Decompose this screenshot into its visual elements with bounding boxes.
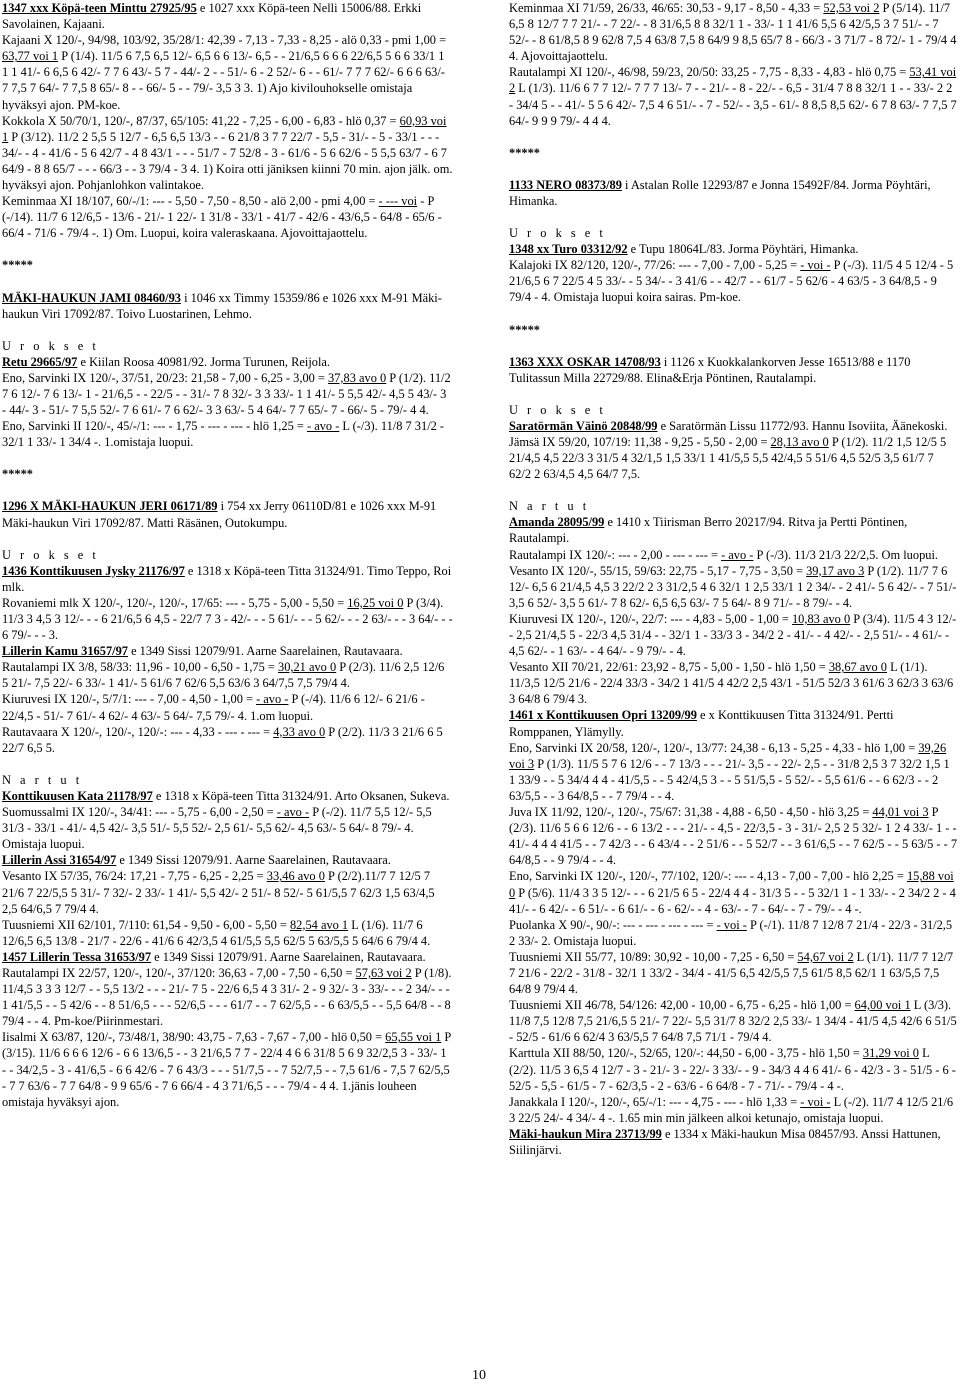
- separator: *****: [509, 145, 540, 160]
- result-text: Kokkola X 50/70/1, 120/-, 87/37, 65/105: 41,22 - 7,25 - 6,00 - 6,83 - hlö 0,37 = 60,93 voi 1 P (3/12). 11/2 2 5,5 5 12/7 - 6,5 6,5 13/3 - - 6 21/8 3 7 7 22/7 - 5,5 - 31/- - 5 - 33/1 - - - 34/- - 4 - 41/6 - 5 6 42/7 - 4 8 43/1 - - - 51/7 - 7 52/8 - 3 - 61/6 - 5 6 62/6 - 5 5,5 63/7 - 6 7 64/9 - 8 8 65/7 - - - 66/3 - - 3 79/4 - 3 4. 1) Koira otti jäniksen kiinni 70 min. ajon jälk. om. hyväksyi ajon. Pohjanlohkon valintakoe.: [2, 113, 453, 193]
- offspring-header: Konttikuusen Kata 21178/97 e 1318 x Köpä-teen Titta 31324/91. Arto Oksanen, Sukeva.: [2, 788, 450, 803]
- right-column: [509, 0, 958, 1158]
- entry-header: 1363 XXX OSKAR 14708/93 i 1126 x Kuokkalankorven Jesse 16513/88 e 1170 Tulitassun Milla 22729/88. Elina&Erja Pöntinen, Rautalampi.: [509, 354, 911, 385]
- result-text: Eno, Sarvinki IX 120/-, 37/51, 20/23: 21,58 - 7,00 - 6,25 - 3,00 = 37,83 avo 0 P (1/2). 11/2 7 6 12/- 7 6 13/- 1 - 21/6,5 - - 22/5 - - 31/- 7 8 32/- 3 3 33/- 1 1 41/- 5 5,5 42/- 4,5 5 43/- 3 - 44/- 3 - 51/- 7 5,5 52/- 7 6 61/- 7 6 62/- 3 3 63/- 5 4 64/- 7 7 65/- 7 - 66/- 5 - 79/- 4 4.: [2, 370, 451, 418]
- result-text: Keminmaa XI 18/107, 60/-/1: --- - 5,50 - 7,50 - 8,50 - alö 2,00 - pmi 4,00 = - --- voi - P (-/14). 11/7 6 12/6,5 - 13/6 - 21/- 1 22/- 1 31/8 - 33/1 - 41/7 - 42/6 - 43/6,5 - 64/8 - 65/6 - 66/4 - 71/6 - 79/4 -. 1) Om. Luopui, koira valeraskaana. Ajovoittajaottelu.: [2, 194, 442, 241]
- result-text: Keminmaa XI 71/59, 26/33, 46/65: 30,53 - 9,17 - 8,50 - 4,33 = 52,53 voi 2 P (5/14). 11/7 6,5 8 12/7 7 7 21/- - 7 22/- - 8 31/6,5 8 8 32/1 1 - 33/- 1 1 41/6 5,5 6 42/5,5 3 7 51/- - 7 52/- - 8 61/8,5 8 9 62/8 7,5 4 63/8 7,5 8 64/9 9 8,5 65/7 8 - 66/3 - 3 71/7 - 8 72/- 1 - 79/4 4 4. Ajovoittajaottelu.: [509, 1, 957, 64]
- result-text: Janakkala I 120/-, 120/-, 65/-/1: --- - 4,75 - --- - hlö 1,33 = - voi - L (-/2). 11/7 4 12/5 21/6 3 22/5 24/- 4 34/- 4 -. 1.65 min min jälkeen alkoi ketunajo, omistaja luopui.: [509, 1094, 954, 1125]
- result-text: Rautalampi IX 120/-: --- - 2,00 - --- - --- = - avo - P (-/3). 11/3 21/3 22/2,5. Om luopui.: [509, 547, 939, 562]
- result-text: Kalajoki IX 82/120, 120/-, 77/26: --- - 7,00 - 7,00 - 5,25 = - voi - P (-/3). 11/5 4 5 12/4 - 5 21/6,5 6 7 22/5 4 5 33/- - 5 34/- - 3 41/6 - - 42/7 - - 61/7 - 5 62/6 - 4 63/5 - 3 64/8,5 - 9 79/4 - 4. Omistaja luopui koira sairas. Pm-koe.: [509, 258, 954, 305]
- offspring-header: 1457 Lillerin Tessa 31653/97 e 1349 Sissi 12079/91. Aarne Saarelainen, Rautavaara.: [2, 949, 426, 964]
- offspring-header: 1348 xx Turo 03312/92 e Tupu 18064L/83. Jorma Pöyhtäri, Himanka.: [509, 242, 859, 257]
- dog-name: 1347 xxx Köpä-teen Minttu 27925/95: [2, 1, 197, 15]
- offspring-header: Lillerin Assi 31654/97 e 1349 Sissi 12079/91. Aarne Saarelainen, Rautavaara.: [2, 853, 391, 868]
- result-text: Vesanto IX 120/-, 55/15, 59/63: 22,75 - 5,17 - 7,75 - 3,50 = 39,17 avo 3 P (1/2). 11/7 7 6 12/- 6,5 6 21/4,5 4,5 3 22/2 2 3 31/2,5 4 6 32/1 1 2,5 33/1 1 2 34/- - 2 41/- 5 6 42/- - 7 51/- 3,5 6 52/- 3,5 5 61/- 7 8 62/- 6,5 6,5 63/- 7 5 64/- 8 9 71/- - 8 79/- - 4.: [509, 563, 957, 610]
- section-heading: U r o k s e t: [2, 547, 99, 562]
- result-text: Karttula XII 88/50, 120/-, 52/65, 120/-: 44,50 - 6,00 - 3,75 - hlö 1,50 = 31,29 voi 0 L (2/2). 11/5 3 6,5 4 12/7 - 3 - 21/- 3 - 22/- 3 33/- - 9 - 34/3 4 4 6 41/- 6 - 42/3 - 3 - 51/5 - 6 - 52/5 - 5,5 - 61/5 - 7 - 62/3,5 - 2 - 63/6 - 6 64/8 - 7 - 71/- - 79/4 - 4 -.: [509, 1046, 956, 1093]
- separator: *****: [509, 322, 540, 337]
- result-text: Rautavaara X 120/-, 120/-, 120/-: --- - 4,33 - --- - --- = 4,33 avo 0 P (2/2). 11/3 3 21/6 6 5 22/7 6,5 5.: [2, 724, 443, 755]
- result-text: Vesanto XII 70/21, 22/61: 23,92 - 8,75 - 5,00 - 1,50 - hlö 1,50 = 38,67 avo 0 L (1/1). 11/3,5 12/5 21/6 - 22/4 33/3 - 34/2 1 41/5 4 42/2 2,5 43/1 - 51/5 52/3 3 61/6 3 62/3 3 63/6 3 64/8 6 79/4 3.: [509, 660, 954, 707]
- result-text: Jämsä IX 59/20, 107/19: 11,38 - 9,25 - 5,50 - 2,00 = 28,13 avo 0 P (1/2). 11/2 1,5 12/5 5 21/4,5 4,5 22/3 3 31/5 4 32/1,5 1,5 33/1 1 41/5,5 5,5 42/4,5 5 51/6 4,5 52/5 3,5 61/7 7 62/2 2 63/4,5 4,5 64/7 7,5.: [509, 434, 947, 482]
- result-text: Eno, Sarvinki IX 20/58, 120/-, 120/-, 13/77: 24,38 - 6,13 - 5,25 - 4,33 - hlö 1,00 = 39,26 voi 3 P (1/3). 11/5 5 7 6 12/6 - - 7 13/3 - - - 21/- 3,5 - - 22/- 2,5 - - 31/8 2,5 3 7 32/2 1,5 1 1 33/9 - - 5 34/4 4 4 - 41/5,5 - - 5 42/4,5 3 - - 5 51/5,5 - 5 52/- - 5,5 61/6 - - 6 62/3 - - 2 63/5,5 - - 3 64/8,5 - - 7 79/4 - - 4.: [509, 740, 950, 803]
- entry-header: 1133 NERO 08373/89 i Astalan Rolle 12293/87 e Jonna 15492F/84. Jorma Pöyhtäri, Himanka.: [509, 177, 931, 208]
- section-heading: U r o k s e t: [2, 338, 99, 353]
- section-heading: U r o k s e t: [509, 402, 606, 417]
- left-column: [2, 0, 453, 1110]
- result-text: Kajaani X 120/-, 94/98, 103/92, 35/28/1: 42,39 - 7,13 - 7,33 - 8,25 - alö 0,33 - pmi 1,00 = 63,77 voi 1 P (1/4). 11/5 6 7,5 6,5 12/- 6,5 6 6 13/- 6,5 - - 21/6,5 6 6 6 22/6,5 5 6 6 33/1 1 1 1 41/- 6 6,5 6 42/- 7 7 6 43/- 5 7 - 44/- 2 - - 51/- 6 - 2 52/- 6 - - 61/- 7 7 7 62/- 6 6 6 63/- 7 7,5 7 64/- 7 7,5 8 65/- 8 - - 66/- 5 - - 79/- 3,5 3 3. 1) Ajo kivilouhokselle omistaja hyväksyi ajon. PM-koe.: [2, 33, 447, 112]
- offspring-header: Saratörmän Väinö 20848/99 e Saratörmän Lissu 11772/93. Hannu Isoviita, Äänekoski.: [509, 418, 948, 433]
- result-text: Tuusniemi XII 46/78, 54/126: 42,00 - 10,00 - 6,75 - 6,25 - hlö 1,00 = 64,00 voi 1 L (3/3). 11/8 7,5 12/8 7,5 21/6,5 5 21/- 7 22/- 5,5 31/7 8 32/2 2,5 33/- 1 34/4 - 41/5 4,5 42/6 6 51/5 - 52/5 - 61/6 6 62/4 3 63/5,5 7 64/8 7,5 71/1 - 79/4 4.: [509, 998, 957, 1045]
- result-text: Eno, Sarvinki IX 120/-, 120/-, 77/102, 120/-: --- - 4,13 - 7,00 - 7,00 - hlö 2,25 = 15,88 voi 0 P (5/6). 11/4 3 3 5 12/- - - 6 21/5 6 5 - 22/4 4 4 - 31/3 5 - - 5 32/1 1 - 1 33/- - 2 34/2 2 - 4 41/- - 6 42/- - 6 51/- - 6 61/- - 6 - 62/- - 4 - 63/- - 7 - 64/- - 7 - 79/- - 4 -.: [509, 869, 956, 916]
- page-number: 10: [472, 1368, 486, 1383]
- result-text: Juva IX 11/92, 120/-, 120/-, 75/67: 31,38 - 4,88 - 6,50 - 4,50 - hlö 3,25 = 44,01 voi 3 P (2/3). 11/6 5 6 6 12/6 - - 6 13/2 - - - 21/- - 4,5 - 22/3,5 - 3 - 31/- 2,5 2 5 32/- 1 2 4 33/- 1 - - 41/- 4 4 4 41/5 - - 7 42/3 - - 6 43/4 - - 2 51/6 - - 5 52/7 - - 3 61/6,5 - - 7 62/5 - - 5 63/5 - - 7 64/8,5 - - 9 79/4 - - 4.: [509, 805, 958, 868]
- offspring-header: Retu 29665/97 e Kiilan Roosa 40981/92. Jorma Turunen, Reijola.: [2, 354, 330, 369]
- result-text: Tuusniemi XII 62/101, 7/110: 61,54 - 9,50 - 6,00 - 5,50 = 82,54 avo 1 L (1/6). 11/7 6 12/6,5 6,5 13/8 - 21/7 - 22/6 - 41/6 6 42/3,5 4 61/5,5 5,5 62/5 5 63/5,5 5 64/6 6 79/4 4.: [2, 917, 431, 948]
- result-text: Puolanka X 90/-, 90/-: --- - --- - --- - --- = - voi - P (-/1). 11/8 7 12/8 7 21/4 - 22/3 - 31/2,5 2 33/- 2. Omistaja luopui.: [509, 917, 953, 948]
- result-text: Suomussalmi IX 120/-, 34/41: --- - 5,75 - 6,00 - 2,50 = - avo - P (-/2). 11/7 5,5 12/- 5,5 31/3 - 33/1 - 41/- 4,5 42/- 3,5 51/- 5,5 52/- 2,5 61/- 5,5 62/- 4,5 63/- 5 64/- 8 79/- 4. Omistaja luopui.: [2, 805, 432, 852]
- offspring-header: Amanda 28095/99 e 1410 x Tiirisman Berro 20217/94. Ritva ja Pertti Pöntinen, Rautalampi.: [509, 515, 908, 546]
- separator: *****: [2, 258, 33, 273]
- dog-name: 1133 NERO 08373/89: [509, 177, 622, 192]
- result-text: Rovaniemi mlk X 120/-, 120/-, 120/-, 17/65: --- - 5,75 - 5,00 - 5,50 = 16,25 voi 0 P (3/4). 11/3 3 4,5 3 12/- - - 6 21/6,5 6 4,5 - 22/7 7 3 - 42/- - - 5 61/- - - 5 62/- - - 2 63/- - - 3 64/- - - 6 79/- - - 3.: [2, 595, 453, 643]
- dog-name: 1363 XXX OSKAR 14708/93: [509, 354, 661, 369]
- result-text: Tuusniemi XII 55/77, 10/89: 30,92 - 10,00 - 7,25 - 6,50 = 54,67 voi 2 L (1/1). 11/7 7 12/7 7 21/6 - 22/2 - 31/8 - 32/1 1 33/2 - 34/4 - 41/5 6,5 42/5,5 7,5 61/5 8,5 62/1 1 63/5,5 7,5 64/8 9 79/4 4.: [509, 949, 954, 997]
- dog-name: 1296 X MÄKI-HAUKUN JERI 06171/89: [2, 499, 218, 514]
- result-text: Iisalmi X 63/87, 120/-, 73/48/1, 38/90: 43,75 - 7,63 - 7,67 - 7,00 - hlö 0,50 = 65,55 voi 1 P (3/15). 11/6 6 6 6 12/6 - 6 6 13/6,5 - - 3 21/6,5 7 7 - 22/4 4 6 6 31/8 5 6 9 32/2,5 3 - 33/- 1 - - 34/2,5 - 3 - 41/6,5 - 6 6 42/6 - 7 6 43/3 - - - 51/7,5 - - 7 52/7,5 - - 7,5 61/6 - 7,5 7 62/5,5 - 7 7 63/6 - 7 7 64/8 - 9 9 65/6 - 7 6 66/4 - 4 3 71/6,5 - - - 79/4 - 4 4. 1.jänis louheen omistaja hyväksyi ajon.: [2, 1030, 451, 1109]
- result-text: Vesanto IX 57/35, 76/24: 17,21 - 7,75 - 6,25 - 2,25 = 33,46 avo 0 P (2/2).11/7 7 12/5 7 21/6 7 22/5,5 5 31/- 7 32/- 2 33/- 1 41/- 5,5 42/- 2 51/- 8 52/- 5 61/5,5 7 62/3 1,5 63/4,5 2,5 64/6,5 7 79/4 4.: [2, 869, 435, 916]
- result-text: Eno, Sarvinki II 120/-, 45/-/1: --- - 1,75 - --- - --- - hlö 1,25 = - avo - L (-/3). 11/8 7 31/2 - 32/1 1 33/- 1 34/4 -. 1.omistaja luopui.: [2, 419, 445, 450]
- result-text: Rautalampi IX 3/8, 58/33: 11,96 - 10,00 - 6,50 - 1,75 = 30,21 avo 0 P (2/3). 11/6 2,5 12/6 5 21/- 7,5 22/- 6 33/- 1 41/- 5 61/6 7 62/6 5,5 63/6 3 64/7,5 7,5 79/4 4.: [2, 660, 445, 691]
- dog-name: MÄKI-HAUKUN JAMI 08460/93: [2, 290, 181, 305]
- result-text: Rautalampi IX 22/57, 120/-, 120/-, 37/120: 36,63 - 7,00 - 7,50 - 6,50 = 57,63 voi 2 P (1/8). 11/4,5 3 3 3 12/7 - - 5,5 13/2 - - - 21/- 7 5 - 22/6 6,5 4 3 31/- 2 - 9 32/- 3 - 33/- - - 2 34/- - - 1 41/5,5 - - 5 42/6 - - 8 51/6,5 - - - 52/6,5 - - - 61/7 - - 7 62/5,5 - - 6 63/5,5 - - 5,5 64/8 - - 8 79/4 - - 4. Pm-koe/Piirinmestari.: [2, 965, 452, 1029]
- offspring-header: 1436 Konttikuusen Jysky 21176/97 e 1318 x Köpä-teen Titta 31324/91. Timo Teppo, Roi mlk.: [2, 563, 452, 594]
- result-text: Rautalampi XI 120/-, 46/98, 59/23, 20/50: 33,25 - 7,75 - 8,33 - 4,83 - hlö 0,75 = 53,41 voi 2 L (1/3). 11/6 6 7 7 12/- 7 7 7 13/- 7 - - 21/- - 8 - 22/- - 6,5 - 31/4 7 8 8 32/1 1 - - 33/- 2 2 - 34/4 5 - - 41/- 5 5 6 42/- 7,5 4 6 51/- - 7 - 52/- - 3,5 - 61/- 8 8,5 8,5 62/- 6 7 8 63/- 7 7,5 7 64/- 9 9 9 79/- 4 4 4.: [509, 65, 957, 128]
- offspring-header: Lillerin Kamu 31657/97 e 1349 Sissi 12079/91. Aarne Saarelainen, Rautavaara.: [2, 644, 403, 659]
- offspring-header: Mäki-haukun Mira 23713/99 e 1334 x Mäki-haukun Misa 08457/93. Anssi Hattunen, Siilinjärvi.: [509, 1126, 941, 1157]
- separator: *****: [2, 467, 33, 482]
- entry-header: MÄKI-HAUKUN JAMI 08460/93 i 1046 xx Timmy 15359/86 e 1026 xxx M-91 Mäki-haukun Viri 17092/87. Toivo Luostarinen, Lehmo.: [2, 290, 442, 321]
- entry-header: 1347 xxx Köpä-teen Minttu 27925/95 e 1027 xxx Köpä-teen Nelli 15006/88. Erkki Savolainen, Kajaani.: [2, 1, 422, 32]
- result-text: Kiuruvesi IX 120/-, 120/-, 22/7: --- - 4,83 - 5,00 - 1,00 = 10,83 avo 0 P (3/4). 11/5 4 3 12/- - 2,5 21/4,5 5 - 22/3 4,5 31/4 - - 32/1 1 - 33/3 3 - 34/2 2 - 41/- - 4 42/- - 2,5 51/- - 4 61/- - 4,5 62/- - 1 63/- - 4 64/- - 9 79/- - 4.: [509, 611, 957, 659]
- result-text: Kiuruvesi IX 120/-, 5/7/1: --- - 7,00 - 4,50 - 1,00 = - avo - P (-/4). 11/6 6 12/- 6 21/6 - 22/4,5 - 51/- 7 61/- 4 62/- 4 63/- 5 64/- 7,5 79/- 4. 1.om luopui.: [2, 692, 425, 723]
- entry-header: 1296 X MÄKI-HAUKUN JERI 06171/89 i 754 xx Jerry 06110D/81 e 1026 xxx M-91 Mäki-haukun Viri 17092/87. Matti Räsänen, Outokumpu.: [2, 499, 437, 530]
- section-heading: N a r t u t: [509, 499, 590, 514]
- section-heading: N a r t u t: [2, 772, 83, 787]
- section-heading: U r o k s e t: [509, 226, 606, 241]
- offspring-header: 1461 x Konttikuusen Opri 13209/99 e x Konttikuusen Titta 31324/91. Pertti Romppanen, Ylämylly.: [509, 708, 894, 739]
